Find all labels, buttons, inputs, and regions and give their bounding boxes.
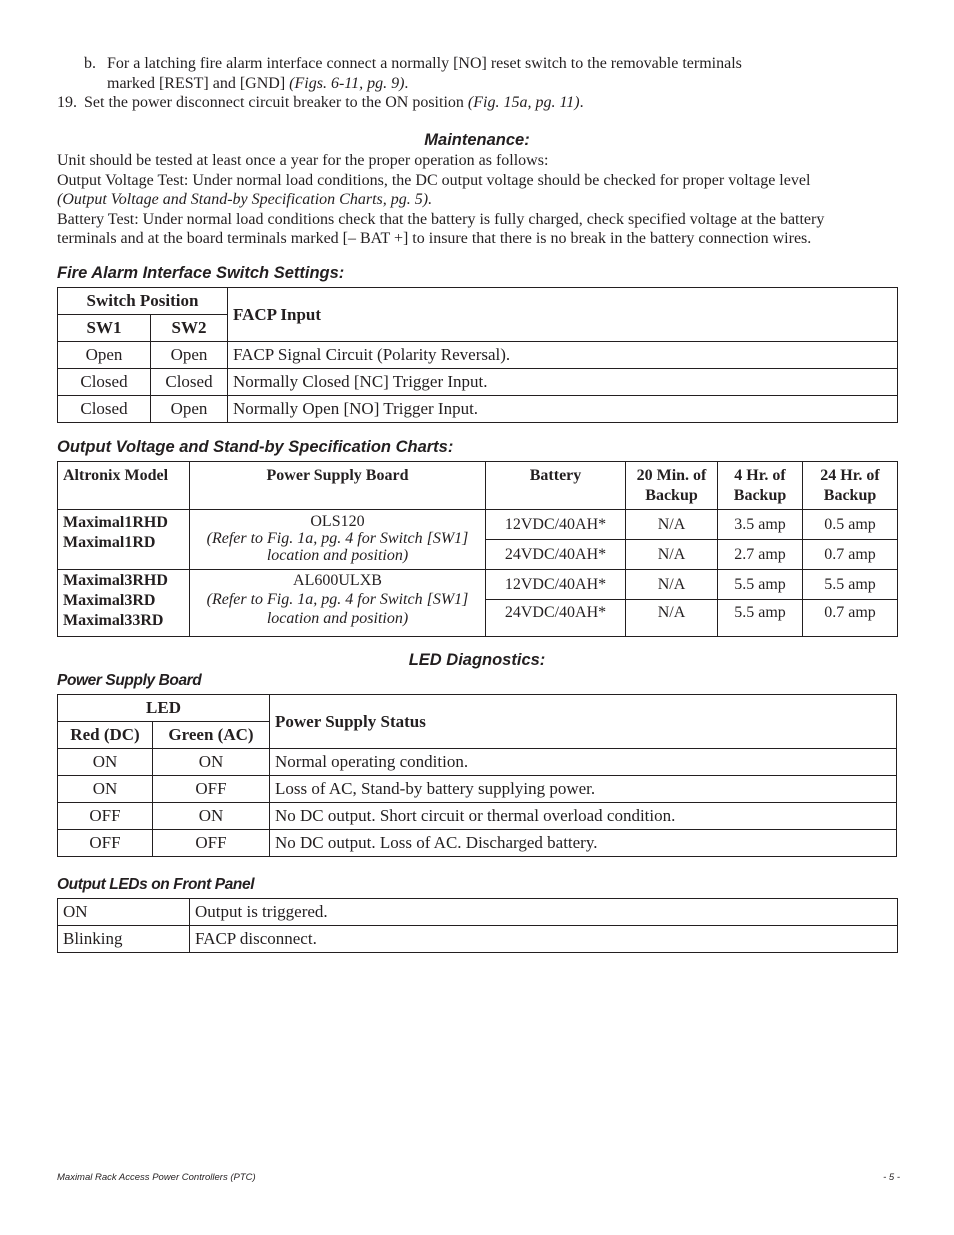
cell-model: Maximal3RHD Maximal3RD Maximal33RD <box>58 570 190 637</box>
maintenance-line: Unit should be tested at least once a year for the proper operation as follows: <box>57 152 549 169</box>
cell-led-description: Output is triggered. <box>190 899 898 926</box>
cell-battery: 12VDC/40AH* <box>486 570 626 600</box>
cell-status: No DC output. Loss of AC. Discharged battery. <box>270 830 897 857</box>
cell-24hr: 0.5 amp <box>803 510 898 540</box>
header-led: LED <box>58 695 270 722</box>
step-b-marker: b. <box>84 55 96 72</box>
cell-red: ON <box>58 776 153 803</box>
fire-alarm-heading: Fire Alarm Interface Switch Settings: <box>57 264 345 282</box>
table-row <box>58 369 898 396</box>
header-power-supply-status: Power Supply Status <box>270 695 897 749</box>
cell-4hr: 5.5 amp <box>718 570 803 600</box>
cell-4hr: 2.7 amp <box>718 540 803 570</box>
step-19-text: Set the power disconnect circuit breaker to the ON position (Fig. 15a, pg. 11). <box>84 94 584 111</box>
front-panel-heading: Output LEDs on Front Panel <box>57 876 255 893</box>
cell-battery: 24VDC/40AH* <box>486 540 626 570</box>
cell-green: ON <box>153 803 270 830</box>
cell-24hr: 0.7 amp <box>803 540 898 570</box>
header-4hr: 4 Hr. of Backup <box>718 462 803 510</box>
header-board: Power Supply Board <box>190 462 486 510</box>
cell-status: Normal operating condition. <box>270 749 897 776</box>
cell-facp: FACP Signal Circuit (Polarity Reversal). <box>228 342 898 369</box>
maintenance-line: Battery Test: Under normal load conditions check that the battery is fully charged, check specified voltage at the battery <box>57 210 825 228</box>
table-row <box>58 570 898 600</box>
output-voltage-heading: Output Voltage and Stand-by Specification Charts: <box>57 438 454 456</box>
header-battery: Battery <box>486 462 626 510</box>
header-facp-input: FACP Input <box>228 288 898 342</box>
front-panel-led-table <box>57 898 898 953</box>
cell-sw1: Closed <box>58 369 151 396</box>
table-row <box>58 830 897 857</box>
cell-20min: N/A <box>626 600 718 637</box>
step-19-marker: 19. <box>57 94 77 111</box>
header-green-ac: Green (AC) <box>153 722 270 749</box>
cell-20min: N/A <box>626 510 718 540</box>
cell-model: Maximal1RHD Maximal1RD <box>58 510 190 570</box>
footer-title: Maximal Rack Access Power Controllers (PTC) <box>57 1172 256 1183</box>
table-row <box>58 776 897 803</box>
maintenance-heading: Maintenance: <box>424 131 530 149</box>
table-row <box>58 749 897 776</box>
header-switch-position: Switch Position <box>58 288 228 315</box>
cell-red: ON <box>58 749 153 776</box>
cell-20min: N/A <box>626 570 718 600</box>
cell-board: OLS120 (Refer to Fig. 1a, pg. 4 for Switch [SW1] location and position) <box>190 510 486 570</box>
table-row <box>58 926 898 953</box>
header-24hr: 24 Hr. of Backup <box>803 462 898 510</box>
header-model: Altronix Model <box>58 462 190 510</box>
table-row <box>58 899 898 926</box>
led-diagnostics-heading: LED Diagnostics: <box>408 651 546 669</box>
cell-red: OFF <box>58 830 153 857</box>
fire-alarm-table <box>57 287 898 423</box>
table-row <box>58 510 898 540</box>
cell-board: AL600ULXB (Refer to Fig. 1a, pg. 4 for Switch [SW1] location and position) <box>190 570 486 637</box>
cell-24hr: 5.5 amp <box>803 570 898 600</box>
header-red-dc: Red (DC) <box>58 722 153 749</box>
maintenance-line: terminals and at the board terminals marked [– BAT +] to insure that there is no break in the battery connection wires. <box>57 230 812 247</box>
header-20min: 20 Min. of Backup <box>626 462 718 510</box>
cell-20min: N/A <box>626 540 718 570</box>
table-row <box>58 803 897 830</box>
cell-sw1: Open <box>58 342 151 369</box>
cell-4hr: 5.5 amp <box>718 600 803 637</box>
power-supply-board-heading: Power Supply Board <box>57 672 202 689</box>
cell-sw2: Closed <box>151 369 228 396</box>
cell-sw2: Open <box>151 396 228 423</box>
led-status-table <box>57 694 897 857</box>
maintenance-line: (Output Voltage and Stand-by Specification Charts, pg. 5). <box>57 191 433 208</box>
cell-battery: 12VDC/40AH* <box>486 510 626 540</box>
cell-sw2: Open <box>151 342 228 369</box>
maintenance-body <box>57 151 907 249</box>
cell-status: No DC output. Short circuit or thermal overload condition. <box>270 803 897 830</box>
step-b-line2: marked [REST] and [GND] <box>107 74 286 92</box>
maintenance-line: Output Voltage Test: Under normal load conditions, the DC output voltage should be checked for proper voltage level <box>57 171 811 189</box>
cell-led-state: Blinking <box>58 926 190 953</box>
cell-red: OFF <box>58 803 153 830</box>
step-b-text: For a latching fire alarm interface connect a normally [NO] reset switch to the removable terminals marked [REST] and [GND] (Figs. 6-11, pg. 9). <box>107 55 742 92</box>
output-voltage-table <box>57 461 898 637</box>
table-row <box>58 396 898 423</box>
cell-green: OFF <box>153 776 270 803</box>
header-sw2: SW2 <box>151 315 228 342</box>
cell-facp: Normally Open [NO] Trigger Input. <box>228 396 898 423</box>
table-row <box>58 342 898 369</box>
step-b-ref: (Figs. 6-11, pg. 9) <box>289 74 405 92</box>
cell-24hr: 0.7 amp <box>803 600 898 637</box>
step-19-ref: (Fig. 15a, pg. 11) <box>467 94 580 111</box>
cell-green: ON <box>153 749 270 776</box>
cell-4hr: 3.5 amp <box>718 510 803 540</box>
cell-green: OFF <box>153 830 270 857</box>
cell-led-state: ON <box>58 899 190 926</box>
page-number: - 5 - <box>883 1172 900 1183</box>
step-b-line1: For a latching fire alarm interface connect a normally [NO] reset switch to the removable terminals <box>107 55 742 72</box>
header-sw1: SW1 <box>58 315 151 342</box>
cell-sw1: Closed <box>58 396 151 423</box>
cell-battery: 24VDC/40AH* <box>486 600 626 637</box>
cell-led-description: FACP disconnect. <box>190 926 898 953</box>
cell-facp: Normally Closed [NC] Trigger Input. <box>228 369 898 396</box>
cell-status: Loss of AC, Stand-by battery supplying power. <box>270 776 897 803</box>
